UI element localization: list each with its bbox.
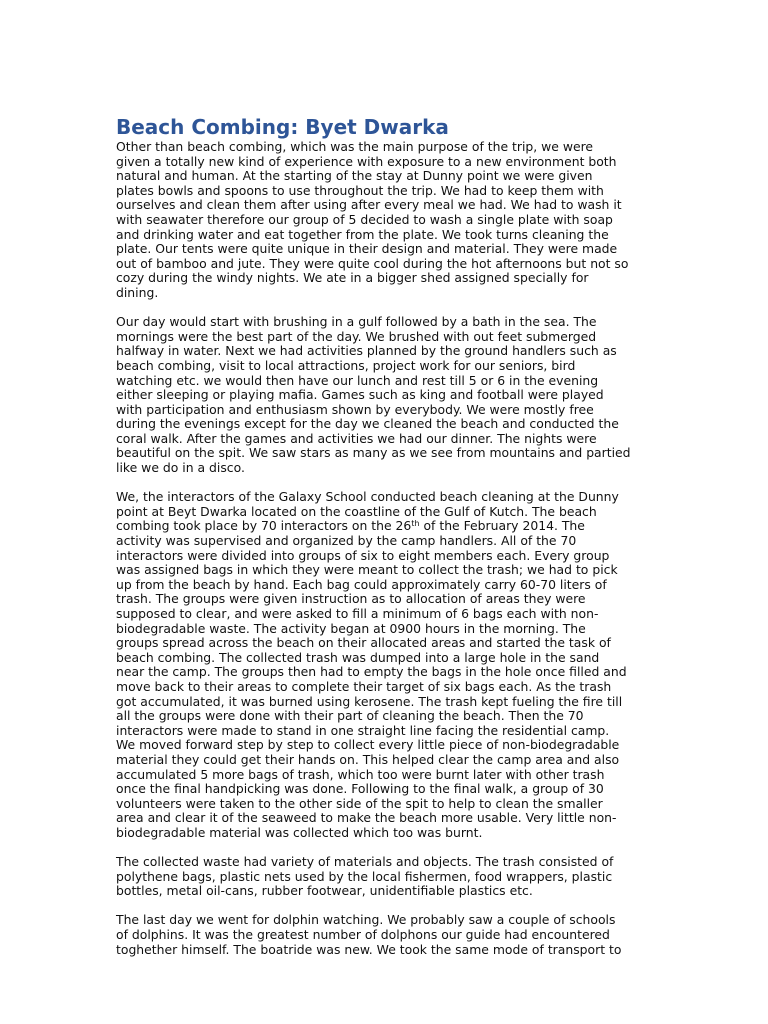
text-line: either sleeping or playing mafia. Games such as king and football were played xyxy=(116,387,604,403)
text-line: volunteers were taken to the other side of the spit to help to clean the smaller xyxy=(116,795,603,811)
text-line: We, the interactors of the Galaxy School conducted beach cleaning at the Dunny xyxy=(116,489,619,505)
text-line: activity was supervised and organized by the camp handlers. All of the 70 xyxy=(116,533,577,549)
document-body xyxy=(116,140,656,957)
body-paragraph xyxy=(116,490,656,840)
text-line: plates bowls and spoons to use throughout the trip. We had to keep them with xyxy=(116,182,604,198)
text-line: interactors were made to stand in one straight line facing the residential camp. xyxy=(116,722,610,738)
text-line: watching etc. we would then have our lunch and rest till 5 or 6 in the evening xyxy=(116,372,599,388)
text-line: polythene bags, plastic nets used by the local fishermen, food wrappers, plastic xyxy=(116,868,613,884)
body-paragraph xyxy=(116,315,656,476)
text-line: was assigned bags in which they were meant to collect the trash; we had to pick xyxy=(116,562,618,578)
text-run: of the February 2014. The xyxy=(419,518,585,534)
text-line: Our day would start with brushing in a gulf followed by a bath in the sea. The xyxy=(116,314,597,330)
text-line: The last day we went for dolphin watching. We probably saw a couple of schools xyxy=(116,912,616,928)
text-line: out of bamboo and jute. They were quite cool during the hot afternoons but not so xyxy=(116,255,629,271)
text-line: got accumulated, it was burned using kerosene. The trash kept fueling the fire till xyxy=(116,693,623,709)
text-line: Other than beach combing, which was the main purpose of the trip, we were xyxy=(116,139,594,154)
text-line: accumulated 5 more bags of trash, which too were burnt later with other trash xyxy=(116,766,605,782)
text-line: once the final handpicking was done. Following to the final walk, a group of 30 xyxy=(116,781,604,797)
body-paragraph xyxy=(116,913,656,957)
ordinal-superscript: th xyxy=(411,519,420,529)
text-line: and drinking water and eat together from the plate. We took turns cleaning the xyxy=(116,226,609,242)
text-line: material they could get their hands on. This helped clear the camp area and also xyxy=(116,751,620,767)
text-line: beach combing. The collected trash was dumped into a large hole in the sand xyxy=(116,649,600,665)
text-line: bottles, metal oil-cans, rubber footwear, unidentifiable plastics etc. xyxy=(116,883,533,899)
text-line: area and clear it of the seaweed to make the beach more usable. Very little non- xyxy=(116,810,617,826)
text-line: all the groups were done with their part of cleaning the beach. Then the 70 xyxy=(116,708,584,724)
text-line: biodegradable waste. The activity began at 0900 hours in the morning. The xyxy=(116,620,586,636)
text-line: groups spread across the beach on their allocated areas and started the task of xyxy=(116,635,611,651)
text-line: ourselves and clean them after using after every meal we had. We had to wash it xyxy=(116,197,622,213)
text-line: coral walk. After the games and activities we had our dinner. The nights were xyxy=(116,430,597,446)
text-line: trash. The groups were given instruction as to allocation of areas they were xyxy=(116,591,586,607)
text-line: like we do in a disco. xyxy=(116,460,245,476)
text-line: given a totally new kind of experience with exposure to a new environment both xyxy=(116,153,617,169)
text-line: cozy during the windy nights. We ate in a bigger shed assigned specially for xyxy=(116,270,589,286)
text-line: mornings were the best part of the day. We brushed with out feet submerged xyxy=(116,328,597,344)
text-line: toghether himself. The boatride was new. We took the same mode of transport to xyxy=(116,941,622,957)
document-page xyxy=(116,114,656,957)
text-line: natural and human. At the starting of the stay at Dunny point we were given xyxy=(116,168,593,184)
text-line: with seawater therefore our group of 5 decided to wash a single plate with soap xyxy=(116,211,613,227)
text-line: beautiful on the spit. We saw stars as many as we see from mountains and partied xyxy=(116,445,631,461)
text-line: halfway in water. Next we had activities planned by the ground handlers such as xyxy=(116,343,617,359)
text-line xyxy=(116,519,656,534)
text-line: The collected waste had variety of materials and objects. The trash consisted of xyxy=(116,854,614,870)
text-line: interactors were divided into groups of six to eight members each. Every group xyxy=(116,547,610,563)
text-line: biodegradable material was collected which too was burnt. xyxy=(116,824,483,840)
body-paragraph xyxy=(116,140,656,301)
document-title: Beach Combing: Byet Dwarka xyxy=(116,115,449,139)
text-line: supposed to clear, and were asked to fill a minimum of 6 bags each with non- xyxy=(116,606,599,621)
text-line: near the camp. The groups then had to empty the bags in the hole once filled and xyxy=(116,664,627,680)
text-line: dining. xyxy=(116,284,159,300)
text-run: combing took place by 70 interactors on the 26 xyxy=(116,518,412,534)
text-line: beach combing, visit to local attractions, project work for our seniors, bird xyxy=(116,357,576,373)
text-line: We moved forward step by step to collect every little piece of non-biodegradable xyxy=(116,737,620,753)
text-line: up from the beach by hand. Each bag could approximately carry 60-70 liters of xyxy=(116,576,607,592)
text-line: plate. Our tents were quite unique in their design and material. They were made xyxy=(116,241,618,257)
text-line: point at Beyt Dwarka located on the coastline of the Gulf of Kutch. The beach xyxy=(116,503,597,519)
text-line: of dolphins. It was the greatest number of dolphons our guide had encountered xyxy=(116,927,610,943)
text-line: with participation and enthusiasm shown by everybody. We were mostly free xyxy=(116,401,594,417)
text-line: move back to their areas to complete their target of six bags each. As the trash xyxy=(116,678,612,694)
body-paragraph xyxy=(116,855,656,899)
text-line: during the evenings except for the day we cleaned the beach and conducted the xyxy=(116,416,619,432)
